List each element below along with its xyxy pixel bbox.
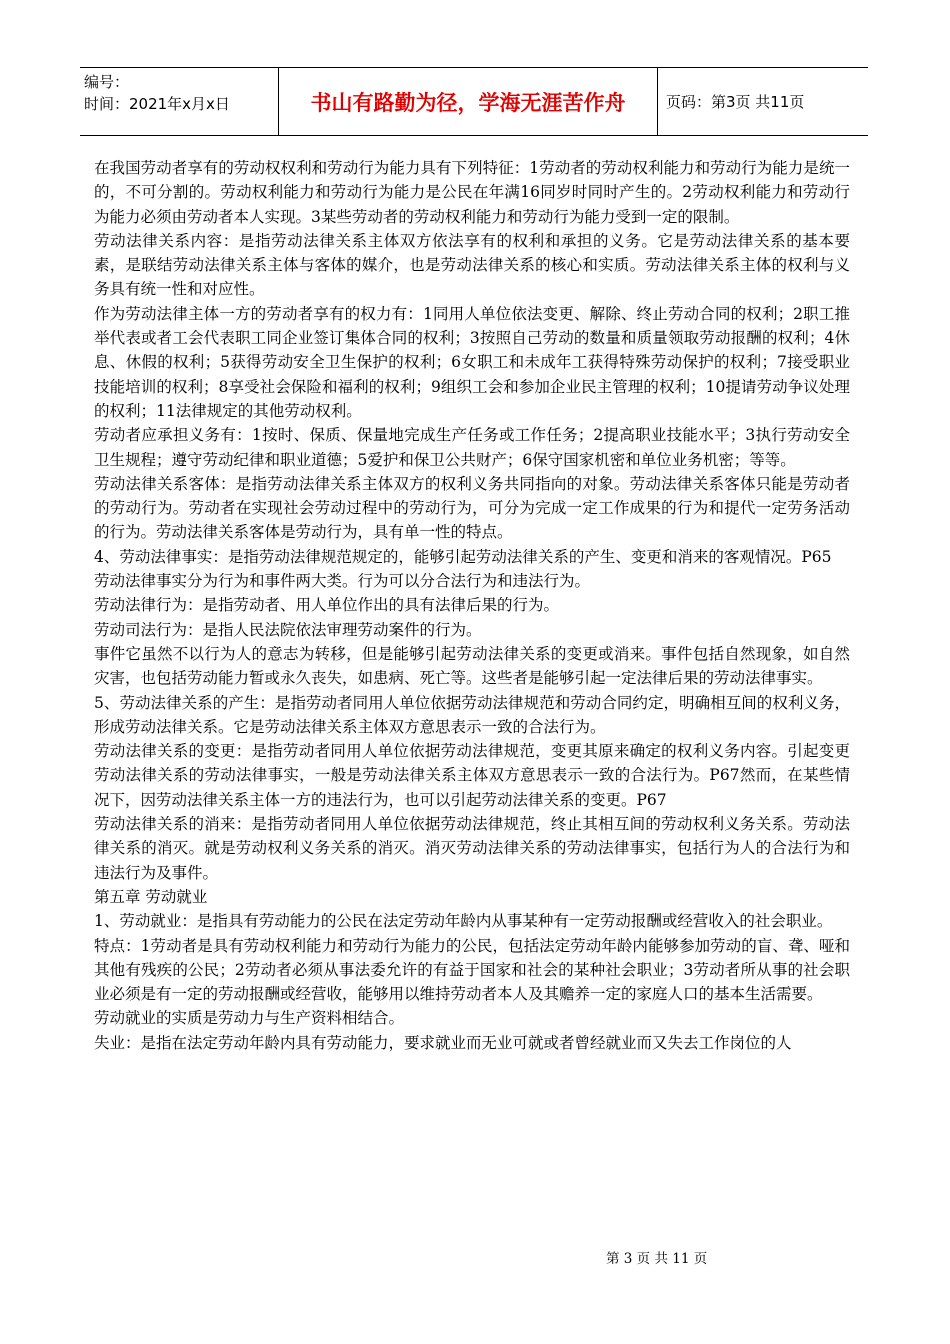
header-meta-cell (80, 68, 279, 136)
page-label: 页码：第3页 共11页 (666, 93, 805, 111)
header-table (80, 67, 868, 136)
time-label: 时间：2021年x月x日 (84, 95, 230, 113)
paragraph: 劳动者应承担义务有：1按时、保质、保量地完成生产任务或工作任务；2提高职业技能水平；3执行劳动安全卫生规程；遵守劳动纪律和职业道德；5爱护和保卫公共财产；6保守国家机密和单位业务机密；等等。 (94, 426, 850, 469)
paragraph: 劳动法律关系客体：是指劳动法律关系主体双方的权利义务共同指向的对象。劳动法律关系客体只能是劳动者的劳动行为。劳动者在实现社会劳动过程中的劳动行为，可分为完成一定工作成果的行为和提代一定劳务活动的行为。劳动法律关系客体是劳动行为，具有单一性的特点。 (94, 474, 850, 542)
paragraph: 劳动法律关系的变更：是指劳动者同用人单位依据劳动法律规范，变更其原来确定的权利义务内容。引起变更劳动法律关系的劳动法律事实，一般是劳动法律关系主体双方意思表示一致的合法行为。P67然而，在某些情况下，因劳动法律关系主体一方的违法行为，也可以引起劳动法律关系的变更。P67 (94, 742, 850, 809)
paragraph: 劳动就业的实质是劳动力与生产资料相结合。 (94, 1009, 405, 1028)
paragraph: 作为劳动法律主体一方的劳动者享有的权力有：1同用人单位依法变更、解除、终止劳动合同的权利；2职工推举代表或者工会代表职工同企业签订集体合同的权利；3按照自己劳动的数量和质量领取劳动报酬的权利；4休息、休假的权利；5获得劳动安全卫生保护的权利；6女职工和未成年工获得特殊劳动保护的权利；7接受职业技能培训的权利；8享受社会保险和福利的权利；9组织工会和参加企业民主管理的权利；10提请劳动争议处理的权利；11法律规定的其他劳动权利。 (94, 304, 850, 420)
paragraph: 在我国劳动者享有的劳动权权利和劳动行为能力具有下列特征：1劳动者的劳动权利能力和劳动行为能力是统一的，不可分割的。劳动权利能力和劳动行为能力是公民在年满16同岁时同时产生的。2劳动权利能力和劳动行为能力必须由劳动者本人实现。3某些劳动者的劳动权利能力和劳动行为能力受到一定的限制。 (94, 159, 850, 226)
header-page-cell (658, 68, 869, 136)
motto: 书山有路勤为径，学海无涯苦作舟 (310, 90, 626, 115)
paragraph: 事件它虽然不以行为人的意志为转移，但是能够引起劳动法律关系的变更或消来。事件包括自然现象，如自然灾害，也包括劳动能力暂或永久丧失，如患病、死亡等。这些者是能够引起一定法律后果的劳动法律事实。 (94, 644, 850, 688)
paragraph: 5、劳动法律关系的产生：是指劳动者同用人单位依据劳动法律规范和劳动合同约定，明确相互间的权利义务，形成劳动法律关系。它是劳动法律关系主体双方意思表示一致的合法行为。 (94, 693, 850, 736)
paragraph: 劳动法律关系的消来：是指劳动者同用人单位依据劳动法律规范，终止其相互间的劳动权利义务关系。劳动法律关系的消灭。就是劳动权利义务关系的消灭。消灭劳动法律关系的劳动法律事实，包括行为人的合法行为和违法行为及事件。 (94, 815, 850, 882)
paragraph: 劳动法律关系内容：是指劳动法律关系主体双方依法享有的权利和承担的义务。它是劳动法律关系的基本要素，是联结劳动法律关系主体与客体的媒介，也是劳动法律关系的核心和实质。劳动法律关系主体的权利与义务具有统一性和对应性。 (94, 231, 850, 299)
page-footer: 第 3 页 共 11 页 (606, 1251, 708, 1267)
paragraph: 劳动司法行为：是指人民法院依法审理劳动案件的行为。 (94, 620, 482, 639)
paragraph: 劳动法律行为：是指劳动者、用人单位作出的具有法律后果的行为。 (94, 596, 560, 615)
paragraph: 特点：1劳动者是具有劳动权利能力和劳动行为能力的公民，包括法定劳动年龄内能够参加劳动的盲、聋、哑和其他有残疾的公民；2劳动者必须从事法委允许的有益于国家和社会的某种社会职业；3劳动者所从事的社会职业必须是有一定的劳动报酬或经营收，能够用以维持劳动者本人及其赡养一定的家庭人口的基本生活需要。 (94, 936, 850, 1004)
paragraph: 1、劳动就业：是指具有劳动能力的公民在法定劳动年龄内从事某种有一定劳动报酬或经营收入的社会职业。 (94, 912, 833, 931)
header-motto-cell (279, 68, 658, 136)
chapter-heading: 第五章 劳动就业 (94, 887, 208, 906)
paragraph: 失业：是指在法定劳动年龄内具有劳动能力，要求就业而无业可就或者曾经就业而又失去工作岗位的人 (94, 1033, 792, 1052)
paragraph: 4、劳动法律事实：是指劳动法律规范规定的，能够引起劳动法律关系的产生、变更和消来的客观情况。P65 (94, 547, 832, 566)
body-text (94, 156, 850, 1055)
paragraph: 劳动法律事实分为行为和事件两大类。行为可以分合法行为和违法行为。 (94, 572, 591, 591)
number-label: 编号： (84, 73, 130, 91)
